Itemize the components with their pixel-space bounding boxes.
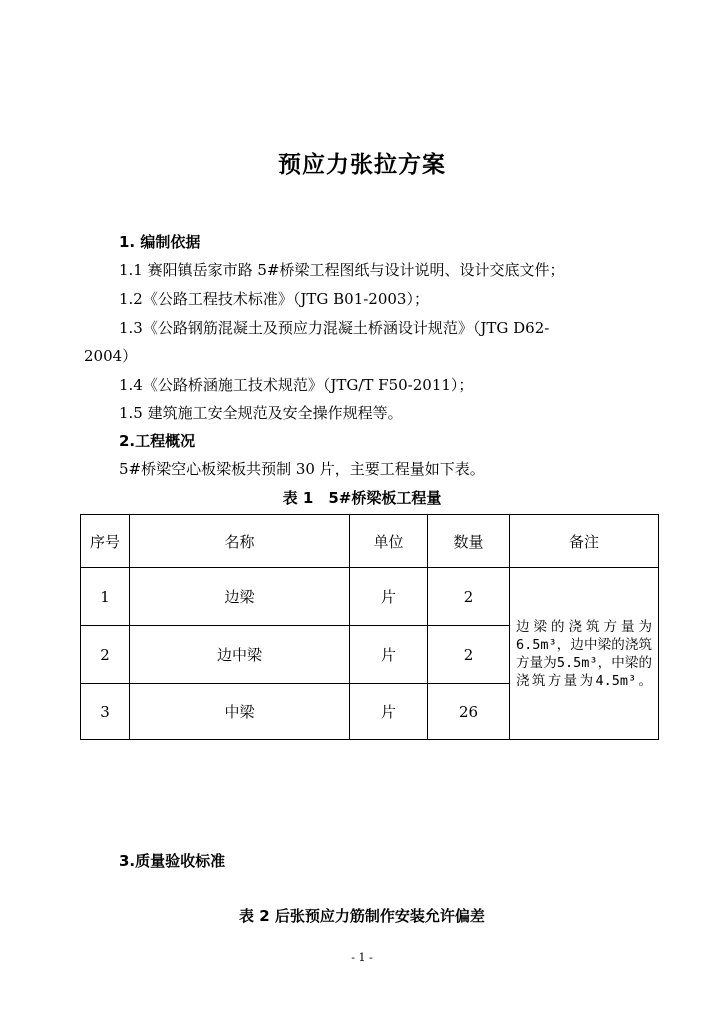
section1-item-3-continued: 2004） <box>84 347 138 365</box>
header-name: 名称 <box>130 515 350 568</box>
row-unit: 片 <box>350 626 428 684</box>
remark-cell: 边梁的浇筑方量为6.5m³，边中梁的浇筑方量为5.5m³，中梁的浇筑方量为4.5m³。 <box>510 568 659 740</box>
section1-heading: 1. 编制依据 <box>119 233 201 251</box>
document-title: 预应力张拉方案 <box>278 152 446 178</box>
section3-heading: 3.质量验收标准 <box>119 852 226 870</box>
row-name: 边中梁 <box>130 626 350 684</box>
row-quantity: 26 <box>428 684 510 740</box>
quantity-table <box>80 514 659 740</box>
row-unit: 片 <box>350 684 428 740</box>
section1-item-5: 1.5 建筑施工安全规范及安全操作规程等。 <box>119 404 403 422</box>
section1-item-3: 1.3《公路钢筋混凝土及预应力混凝土桥涵设计规范》（JTG D62- <box>119 319 550 337</box>
header-index: 序号 <box>81 515 130 568</box>
table1-caption: 表 1 5#桥梁板工程量 <box>282 489 442 507</box>
row-index: 2 <box>81 626 130 684</box>
row-name: 中梁 <box>130 684 350 740</box>
table-header-row <box>81 515 659 568</box>
row-name: 边梁 <box>130 568 350 626</box>
row-quantity: 2 <box>428 626 510 684</box>
table-row <box>81 568 659 626</box>
section1-item-4: 1.4《公路桥涵施工技术规范》（JTG/T F50-2011）； <box>119 376 474 394</box>
row-unit: 片 <box>350 568 428 626</box>
section2-heading: 2.工程概况 <box>119 432 196 450</box>
row-quantity: 2 <box>428 568 510 626</box>
header-quantity: 数量 <box>428 515 510 568</box>
row-index: 3 <box>81 684 130 740</box>
section2-text: 5#桥梁空心板梁板共预制 30 片，主要工程量如下表。 <box>119 460 485 478</box>
section1-item-2: 1.2《公路工程技术标准》（JTG B01-2003）； <box>119 290 429 308</box>
section1-item-1: 1.1 赛阳镇岳家市路 5#桥梁工程图纸与设计说明、设计交底文件； <box>119 261 565 279</box>
page-number: - 1 - <box>351 951 373 964</box>
header-remark: 备注 <box>510 515 659 568</box>
table2-caption: 表 2 后张预应力筋制作安装允许偏差 <box>239 907 485 925</box>
row-index: 1 <box>81 568 130 626</box>
header-unit: 单位 <box>350 515 428 568</box>
